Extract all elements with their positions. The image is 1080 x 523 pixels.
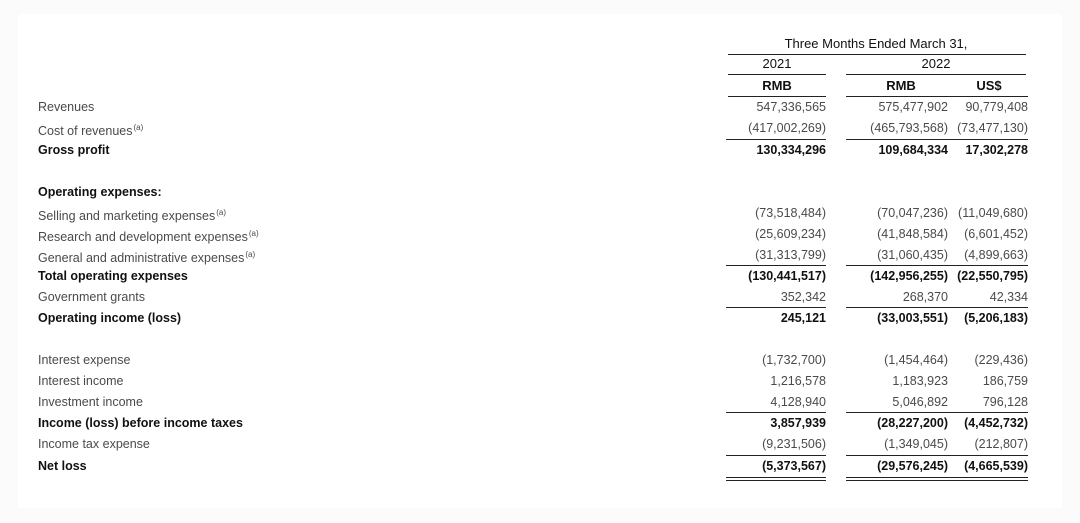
value-2021-rmb: (5,373,567) [762, 459, 826, 473]
value-2022-usd: (6,601,452) [964, 227, 1028, 241]
value-2022-rmb: (41,848,584) [877, 227, 948, 241]
row-label-text: Interest income [38, 374, 124, 388]
year-2021-header: 2021 [762, 56, 792, 71]
row-income-loss-before-income-taxes [18, 413, 1062, 433]
row-label [38, 182, 162, 202]
row-label-text: Gross profit [38, 143, 110, 157]
subtotal-rule-total-opex-2021 [726, 265, 826, 266]
double-underline-bottom-2022 [846, 480, 1028, 481]
row-label-text: Interest expense [38, 353, 131, 367]
value-2021-rmb: 547,336,565 [756, 100, 826, 114]
value-2022-usd: (4,665,539) [964, 459, 1028, 473]
row-label-text: Revenues [38, 100, 95, 114]
currency-2022-rmb-header: RMB [886, 78, 916, 93]
value-2022-rmb: (29,576,245) [877, 459, 948, 473]
value-2021-rmb: 3,857,939 [770, 416, 826, 430]
row-label [38, 350, 130, 370]
row-label [38, 456, 87, 476]
value-2021-rmb: 1,216,578 [770, 374, 826, 388]
subtotal-rule-operating-income-2021 [726, 307, 826, 308]
value-2022-rmb: (70,047,236) [877, 206, 948, 220]
row-selling-and-marketing-expenses [18, 203, 1062, 223]
value-2022-usd: (4,899,663) [964, 248, 1028, 262]
period-underline [728, 54, 1026, 55]
value-2022-usd: (22,550,795) [957, 269, 1028, 283]
value-2022-usd: (11,049,680) [958, 206, 1028, 220]
value-2022-rmb: (28,227,200) [877, 416, 948, 430]
year-2022-header: 2022 [921, 56, 951, 71]
value-2022-usd: 796,128 [982, 395, 1028, 409]
value-2022-rmb: 268,370 [902, 290, 948, 304]
row-label-text: General and administrative expenses [38, 251, 245, 265]
income-statement [18, 14, 1062, 508]
value-2022-usd: 186,759 [982, 374, 1028, 388]
row-label [38, 118, 143, 141]
footnote-marker: (a) [248, 229, 259, 238]
row-net-loss [18, 456, 1062, 476]
value-2022-rmb: (465,793,568) [870, 121, 948, 135]
value-2021-rmb: 4,128,940 [770, 395, 826, 409]
row-label-text: Net loss [38, 459, 87, 473]
row-label-text: Operating income (loss) [38, 311, 182, 325]
footnote-marker: (a) [133, 123, 144, 132]
value-2022-usd: (212,807) [974, 437, 1028, 451]
row-label-text: Total operating expenses [38, 269, 188, 283]
row-label [38, 140, 110, 160]
row-label [38, 371, 123, 391]
row-label-text: Research and development expenses [38, 230, 248, 244]
row-total-operating-expenses [18, 266, 1062, 286]
footnote-marker: (a) [216, 208, 226, 217]
value-2022-rmb: 1,183,923 [892, 374, 948, 388]
value-2022-usd: (5,206,183) [964, 311, 1028, 325]
row-label-text: Selling and marketing expenses [38, 209, 216, 223]
subtotal-rule-operating-income-2022 [846, 307, 1028, 308]
value-2021-rmb: (31,313,799) [755, 248, 826, 262]
year-2022-underline [846, 74, 1026, 75]
value-2021-rmb: (130,441,517) [748, 269, 826, 283]
value-2022-rmb: (33,003,551) [877, 311, 948, 325]
value-2022-rmb: 575,477,902 [878, 100, 948, 114]
row-income-tax-expense [18, 434, 1062, 454]
value-2022-rmb: (31,060,435) [877, 248, 948, 262]
double-underline-top-2022 [846, 477, 1028, 478]
row-label [38, 245, 255, 268]
value-2021-rmb: (9,231,506) [762, 437, 826, 451]
row-cost-of-revenues [18, 118, 1062, 138]
subtotal-rule-pretax-income-2022 [846, 412, 1028, 413]
row-label [38, 413, 243, 433]
subtotal-rule-gross-profit-2021 [726, 139, 826, 140]
row-label [38, 434, 150, 454]
value-2021-rmb: (1,732,700) [762, 353, 826, 367]
row-label-text: Income tax expense [38, 437, 150, 451]
currency-2022-usd-header: US$ [976, 78, 1002, 93]
period-header: Three Months Ended March 31, [784, 36, 968, 51]
value-2022-rmb: 5,046,892 [892, 395, 948, 409]
row-government-grants [18, 287, 1062, 307]
row-label-text: Government grants [38, 290, 145, 304]
subtotal-rule-net-loss-2021 [726, 455, 826, 456]
row-label-text: Investment income [38, 395, 143, 409]
row-label [38, 392, 143, 412]
subtotal-rule-net-loss-2022 [846, 455, 1028, 456]
subtotal-rule-total-opex-2022 [846, 265, 1028, 266]
value-2022-usd: 17,302,278 [965, 143, 1028, 157]
double-underline-bottom-2021 [726, 480, 826, 481]
value-2021-rmb: 130,334,296 [756, 143, 826, 157]
subtotal-rule-gross-profit-2022 [846, 139, 1028, 140]
value-2021-rmb: (25,609,234) [755, 227, 826, 241]
row-operating-expenses [18, 182, 1062, 202]
row-label [38, 287, 145, 307]
value-2021-rmb: 245,121 [780, 311, 826, 325]
footnote-marker: (a) [245, 250, 256, 259]
row-label [38, 266, 188, 286]
value-2022-rmb: (1,454,464) [884, 353, 948, 367]
currency-2021-header: RMB [762, 78, 792, 93]
subtotal-rule-pretax-income-2021 [726, 412, 826, 413]
row-label [38, 308, 181, 328]
value-2021-rmb: 352,342 [780, 290, 826, 304]
row-label-text: Cost of revenues [38, 124, 133, 138]
double-underline-top-2021 [726, 477, 826, 478]
value-2022-rmb: (1,349,045) [884, 437, 948, 451]
value-2021-rmb: (417,002,269) [748, 121, 826, 135]
value-2022-usd: 90,779,408 [965, 100, 1028, 114]
value-2022-usd: (73,477,130) [957, 121, 1028, 135]
value-2021-rmb: (73,518,484) [755, 206, 826, 220]
value-2022-rmb: (142,956,255) [870, 269, 948, 283]
row-investment-income [18, 392, 1062, 412]
row-operating-income-loss [18, 308, 1062, 328]
row-revenues [18, 97, 1062, 117]
row-gross-profit [18, 140, 1062, 160]
value-2022-usd: 42,334 [989, 290, 1028, 304]
year-2021-underline [728, 74, 826, 75]
row-research-and-development-expenses [18, 224, 1062, 244]
value-2022-usd: (4,452,732) [964, 416, 1028, 430]
value-2022-rmb: 109,684,334 [878, 143, 948, 157]
row-label [38, 203, 226, 226]
row-label-text: Income (loss) before income taxes [38, 416, 243, 430]
row-label-text: Operating expenses: [38, 185, 162, 199]
row-interest-expense [18, 350, 1062, 370]
row-interest-income [18, 371, 1062, 391]
row-label [38, 97, 94, 117]
value-2022-usd: (229,436) [974, 353, 1028, 367]
row-label [38, 224, 259, 247]
row-general-and-administrative-expenses [18, 245, 1062, 265]
